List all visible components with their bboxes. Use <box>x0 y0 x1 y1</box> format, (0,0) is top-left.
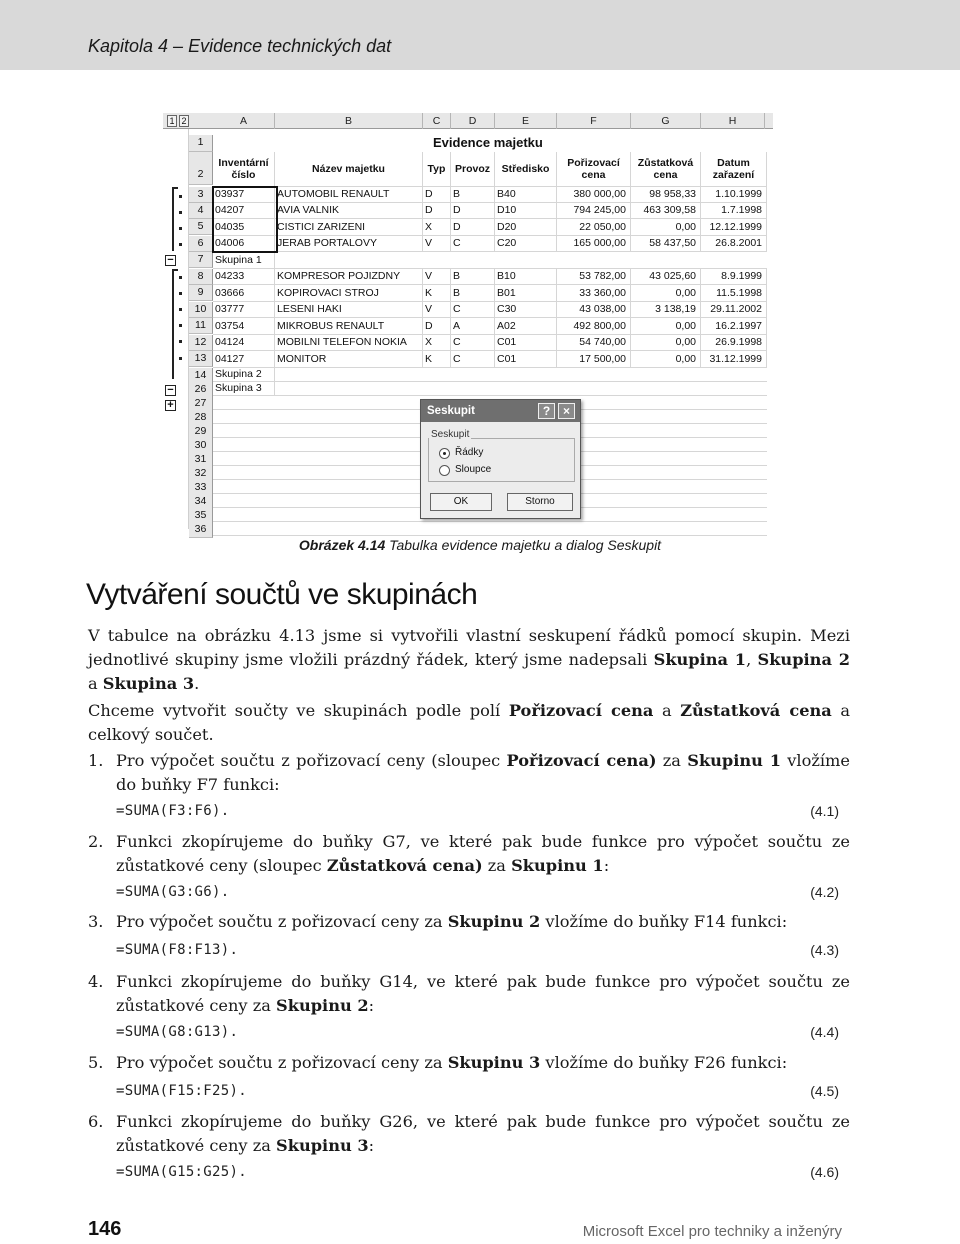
cell-g[interactable]: 58 437,50 <box>631 236 701 252</box>
row-header[interactable]: 12 <box>189 335 213 351</box>
column-header-h[interactable]: H <box>701 113 765 129</box>
cell-e[interactable]: B40 <box>495 187 557 203</box>
cell-h[interactable]: 8.9.1999 <box>701 269 767 285</box>
cell-e[interactable]: C01 <box>495 335 557 351</box>
empty-cell[interactable] <box>213 480 275 494</box>
empty-cell[interactable] <box>631 438 701 452</box>
formula-1: =SUMA(F3:F6). <box>116 803 230 819</box>
page-number: 146 <box>88 1218 122 1240</box>
row-header[interactable]: 29 <box>189 424 213 440</box>
header-date: Datum zařazení <box>701 152 767 187</box>
cell-a[interactable]: 04006 <box>213 236 275 252</box>
step-2 <box>88 830 850 878</box>
row-header[interactable]: 1 <box>189 135 213 152</box>
step-number: 1. <box>88 751 104 770</box>
outline-dot <box>179 308 182 311</box>
cell-h[interactable]: 26.8.2001 <box>701 236 767 252</box>
cell-c[interactable]: D <box>423 187 451 203</box>
outline-dot <box>179 276 182 279</box>
section-title: Vytváření součtů ve skupinách <box>86 578 478 611</box>
header-acquisition-price: Pořizovací cena <box>557 152 631 187</box>
outline-dot <box>179 357 182 360</box>
column-header-d[interactable]: D <box>451 113 495 129</box>
row-header[interactable]: 7 <box>189 252 213 268</box>
empty-cell[interactable] <box>701 438 767 452</box>
formula-6: =SUMA(G15:G25). <box>116 1164 247 1180</box>
empty-cell[interactable] <box>213 424 275 438</box>
column-headers <box>213 113 773 129</box>
cell-d[interactable]: C <box>451 351 495 368</box>
text: : <box>368 996 375 1015</box>
cell-d[interactable]: A <box>451 318 495 335</box>
empty-cell[interactable] <box>701 452 767 466</box>
empty-cell[interactable] <box>275 466 423 480</box>
cell-b[interactable]: KOMPRESOR POJIZDNY <box>275 269 423 285</box>
step-number: 4. <box>88 972 104 991</box>
empty-cell[interactable] <box>213 522 275 536</box>
empty-cell[interactable] <box>275 522 423 536</box>
cell-e[interactable]: C20 <box>495 236 557 252</box>
cell-b[interactable] <box>275 382 423 396</box>
row-header[interactable]: 31 <box>189 452 213 468</box>
cell-f[interactable]: 53 782,00 <box>557 269 631 285</box>
empty-cell[interactable] <box>275 508 423 522</box>
cell-d[interactable]: C <box>451 236 495 252</box>
row-header[interactable]: 11 <box>189 318 213 334</box>
cell-h[interactable]: 12.12.1999 <box>701 219 767 236</box>
collapse-group-2-button[interactable]: − <box>165 385 176 396</box>
outline-level-bar <box>163 113 213 129</box>
cell-g[interactable]: 43 025,60 <box>631 269 701 285</box>
equation-number-1: (4.1) <box>810 803 839 819</box>
row-header[interactable]: 10 <box>189 302 213 318</box>
row-header[interactable]: 27 <box>189 396 213 412</box>
cell-g[interactable] <box>631 368 701 382</box>
cell-g[interactable]: 98 958,33 <box>631 187 701 203</box>
cell-f[interactable]: 165 000,00 <box>557 236 631 252</box>
cell-h[interactable]: 29.11.2002 <box>701 302 767 318</box>
outline-level-1-button[interactable]: 1 <box>167 115 177 127</box>
empty-cell[interactable] <box>213 508 275 522</box>
cell-b[interactable] <box>275 368 423 382</box>
text: a <box>88 674 103 693</box>
intro-paragraph-2 <box>88 699 850 747</box>
equation-number-6: (4.6) <box>810 1164 839 1180</box>
text-bold: Skupinu 1 <box>687 751 781 770</box>
caption-label: Obrázek 4.14 <box>298 537 386 553</box>
column-header-f[interactable]: F <box>557 113 631 129</box>
cell-a[interactable]: Skupina 1 <box>213 252 275 269</box>
header-residual-price: Zůstatková cena <box>631 152 701 187</box>
dialog-group-box <box>428 438 575 482</box>
cell-f[interactable] <box>557 252 631 269</box>
empty-cell[interactable] <box>213 466 275 480</box>
text-bold: Pořizovací cena) <box>506 751 657 770</box>
cell-b[interactable]: MONITOR <box>275 351 423 368</box>
column-header-e[interactable]: E <box>495 113 557 129</box>
cell-f[interactable]: 380 000,00 <box>557 187 631 203</box>
cell-c[interactable]: X <box>423 219 451 236</box>
text: , <box>746 650 758 669</box>
step-5 <box>88 1051 850 1075</box>
row-header[interactable]: 34 <box>189 494 213 510</box>
cell-h[interactable]: 26.9.1998 <box>701 335 767 351</box>
outline-dot <box>179 340 182 343</box>
empty-cell[interactable] <box>631 522 701 536</box>
rows-radio[interactable] <box>439 448 450 459</box>
outline-dot <box>179 227 182 230</box>
cell-b[interactable] <box>275 252 423 269</box>
columns-radio[interactable] <box>439 465 450 476</box>
formula-2: =SUMA(G3:G6). <box>116 884 230 900</box>
text-bold: Zůstatková cena) <box>326 856 483 875</box>
empty-cell[interactable] <box>701 508 767 522</box>
empty-cell[interactable] <box>631 466 701 480</box>
outline-dot <box>179 292 182 295</box>
cell-g[interactable]: 463 309,58 <box>631 203 701 219</box>
row-header[interactable]: 36 <box>189 522 213 538</box>
cell-e[interactable] <box>495 382 557 396</box>
cell-a[interactable]: 04035 <box>213 219 275 236</box>
cell-e[interactable]: C30 <box>495 302 557 318</box>
cell-g[interactable]: 0,00 <box>631 318 701 335</box>
figure-caption <box>0 537 960 553</box>
equation-number-2: (4.2) <box>810 884 839 900</box>
empty-cell[interactable] <box>213 494 275 508</box>
empty-cell[interactable] <box>631 396 701 410</box>
cell-g[interactable] <box>631 382 701 396</box>
cell-f[interactable]: 43 038,00 <box>557 302 631 318</box>
step-number: 3. <box>88 912 104 931</box>
cell-a[interactable]: 04127 <box>213 351 275 368</box>
text: Funkci zkopírujeme do buňky G7, ve které pak bude funkce pro výpočet součtu ze zůstatkové ceny (sloupec <box>116 832 850 875</box>
cell-c[interactable]: V <box>423 236 451 252</box>
text-bold: Skupinu 3 <box>276 1136 369 1155</box>
empty-cell[interactable] <box>557 522 631 536</box>
text: za <box>482 856 512 875</box>
text: Pro výpočet součtu z pořizovací ceny (sloupec <box>116 751 507 770</box>
cell-f[interactable]: 17 500,00 <box>557 351 631 368</box>
empty-cell[interactable] <box>275 480 423 494</box>
row-header[interactable]: 4 <box>189 203 213 219</box>
text: za <box>656 751 688 770</box>
cell-b[interactable]: AUTOMOBIL RENAULT <box>275 187 423 203</box>
step-3 <box>88 910 850 934</box>
cell-b[interactable]: LESENI HAKI <box>275 302 423 318</box>
help-button[interactable]: ? <box>538 403 555 419</box>
cell-h[interactable]: 16.2.1997 <box>701 318 767 335</box>
row-header[interactable]: 5 <box>189 219 213 235</box>
empty-cell[interactable] <box>701 466 767 480</box>
ok-button[interactable]: OK <box>430 493 492 511</box>
cell-g[interactable]: 0,00 <box>631 335 701 351</box>
equation-number-3: (4.3) <box>810 942 839 958</box>
empty-cell[interactable] <box>275 424 423 438</box>
group-dialog <box>420 399 581 519</box>
cell-c[interactable]: V <box>423 302 451 318</box>
cell-a[interactable]: 04124 <box>213 335 275 351</box>
cell-e[interactable] <box>495 368 557 382</box>
text-bold: Zůstatková cena <box>680 701 832 720</box>
cell-a[interactable]: 03666 <box>213 285 275 302</box>
cell-b[interactable]: MOBILNI TELEFON NOKIA <box>275 335 423 351</box>
cell-a[interactable]: 03754 <box>213 318 275 335</box>
cell-d[interactable]: C <box>451 302 495 318</box>
cell-g[interactable] <box>631 252 701 269</box>
empty-cell[interactable] <box>631 480 701 494</box>
text-bold: Skupinu 2 <box>447 912 541 931</box>
cell-g[interactable]: 3 138,19 <box>631 302 701 318</box>
cell-b[interactable]: KOPIROVACI STROJ <box>275 285 423 302</box>
cell-g[interactable]: 0,00 <box>631 219 701 236</box>
book-title: Microsoft Excel pro techniky a inženýry <box>582 1223 842 1240</box>
header-operation: Provoz <box>451 152 495 187</box>
outline-dot <box>179 195 182 198</box>
cell-d[interactable]: D <box>451 203 495 219</box>
dialog-group-label: Seskupit <box>431 429 470 440</box>
text: V tabulce na obrázku 4.13 jsme si vytvořili vlastní seskupení řádků pomocí skupin. Mezi jednotlivé skupiny jsme vložili prázdný řádek, který jsme nadepsali <box>88 626 850 669</box>
outline-dot <box>179 324 182 327</box>
cell-c[interactable]: X <box>423 335 451 351</box>
text-bold: Skupinu 2 <box>276 996 369 1015</box>
row-header[interactable]: 33 <box>189 480 213 496</box>
text: Pro výpočet součtu z pořizovací ceny za <box>116 1053 448 1072</box>
cell-h[interactable]: 11.5.1998 <box>701 285 767 302</box>
text-bold: Skupinu 1 <box>511 856 604 875</box>
cell-d[interactable] <box>451 382 495 396</box>
empty-cell[interactable] <box>701 410 767 424</box>
chapter-title: Kapitola 4 – Evidence technických dat <box>88 36 392 56</box>
caption-text: Tabulka evidence majetku a dialog Seskupit <box>385 537 662 553</box>
empty-cell[interactable] <box>701 522 767 536</box>
outline-level-2-button[interactable]: 2 <box>179 115 189 127</box>
text: Pro výpočet součtu z pořizovací ceny za <box>116 912 448 931</box>
empty-cell[interactable] <box>451 522 495 536</box>
step-4 <box>88 970 850 1018</box>
empty-cell[interactable] <box>495 522 557 536</box>
cell-e[interactable]: A02 <box>495 318 557 335</box>
cell-f[interactable]: 492 800,00 <box>557 318 631 335</box>
header-inventory: Inventární číslo <box>213 152 275 187</box>
text: Chceme vytvořit součty ve skupinách podle polí <box>88 701 509 720</box>
cell-e[interactable]: C01 <box>495 351 557 368</box>
outline-dot <box>179 243 182 246</box>
row-header[interactable]: 35 <box>189 508 213 524</box>
row-header[interactable]: 2 <box>189 152 213 185</box>
cell-c[interactable]: V <box>423 269 451 285</box>
cell-h[interactable]: 1.10.1999 <box>701 187 767 203</box>
cell-a[interactable]: 04207 <box>213 203 275 219</box>
cell-b[interactable]: JERAB PORTALOVY <box>275 236 423 252</box>
cell-c[interactable] <box>423 382 451 396</box>
text-bold: Pořizovací cena <box>508 701 654 720</box>
header-type: Typ <box>423 152 451 187</box>
equation-number-5: (4.5) <box>810 1083 839 1099</box>
column-header-g[interactable]: G <box>631 113 701 129</box>
cell-b[interactable]: AVIA VALNIK <box>275 203 423 219</box>
excel-screenshot <box>163 113 767 535</box>
row-header[interactable]: 14 <box>189 368 213 384</box>
intro-paragraph-1 <box>88 624 850 696</box>
text: vložíme do buňky F14 funkci: <box>540 912 788 931</box>
empty-cell[interactable] <box>631 424 701 438</box>
row-header[interactable]: 6 <box>189 236 213 252</box>
formula-4: =SUMA(G8:G13). <box>116 1024 239 1040</box>
empty-cell[interactable] <box>631 508 701 522</box>
empty-cell[interactable] <box>213 396 275 410</box>
header-name: Název majetku <box>275 152 423 187</box>
text-bold: Skupina 2 <box>757 650 850 669</box>
cell-f[interactable] <box>557 382 631 396</box>
cell-a[interactable]: 03937 <box>213 187 275 203</box>
cell-h[interactable]: 31.12.1999 <box>701 351 767 368</box>
cell-a[interactable]: Skupina 2 <box>213 368 275 382</box>
text: : <box>603 856 610 875</box>
formula-3: =SUMA(F8:F13). <box>116 942 239 958</box>
text: Funkci zkopírujeme do buňky G26, ve které pak bude funkce pro výpočet součtu ze zůstatkové ceny za <box>116 1112 850 1155</box>
empty-cell[interactable] <box>701 480 767 494</box>
cell-e[interactable]: B10 <box>495 269 557 285</box>
sheet-title: Evidence majetku <box>433 135 543 150</box>
running-header <box>0 0 960 70</box>
empty-cell[interactable] <box>213 452 275 466</box>
text-bold: Skupinu 3 <box>447 1053 541 1072</box>
row-header[interactable]: 8 <box>189 269 213 285</box>
row-header[interactable]: 28 <box>189 410 213 426</box>
empty-cell[interactable] <box>275 494 423 508</box>
row-header[interactable]: 26 <box>189 382 213 398</box>
empty-cell[interactable] <box>275 452 423 466</box>
cell-e[interactable] <box>495 252 557 269</box>
cell-a[interactable]: 04233 <box>213 269 275 285</box>
text: a <box>653 701 681 720</box>
rows-radio-label[interactable]: Řádky <box>455 447 484 458</box>
outline-dot <box>179 211 182 214</box>
row-header[interactable]: 32 <box>189 466 213 482</box>
cell-c[interactable]: K <box>423 285 451 302</box>
cell-d[interactable]: C <box>451 335 495 351</box>
cell-c[interactable] <box>423 368 451 382</box>
group-bracket-2 <box>172 269 178 379</box>
cell-d[interactable] <box>451 368 495 382</box>
column-header-b[interactable]: B <box>275 113 423 129</box>
step-number: 6. <box>88 1112 104 1131</box>
cell-c[interactable]: K <box>423 351 451 368</box>
cancel-button[interactable]: Storno <box>507 493 573 511</box>
empty-cell[interactable] <box>701 494 767 508</box>
step-6 <box>88 1110 850 1158</box>
row-header[interactable]: 30 <box>189 438 213 454</box>
formula-5: =SUMA(F15:F25). <box>116 1083 247 1099</box>
step-1 <box>88 749 850 797</box>
cell-f[interactable]: 794 245,00 <box>557 203 631 219</box>
cell-a[interactable]: Skupina 3 <box>213 382 275 396</box>
cell-g[interactable]: 0,00 <box>631 351 701 368</box>
dialog-title: Seskupit <box>421 400 580 422</box>
text: . <box>194 674 200 693</box>
cell-d[interactable]: D <box>451 219 495 236</box>
empty-cell[interactable] <box>213 438 275 452</box>
text-bold: Skupina 3 <box>102 674 195 693</box>
empty-cell[interactable] <box>423 522 451 536</box>
cell-f[interactable] <box>557 368 631 382</box>
cell-h[interactable] <box>701 252 767 269</box>
close-icon[interactable]: × <box>558 403 575 419</box>
cell-c[interactable] <box>423 252 451 269</box>
expand-group-3-button[interactable]: + <box>165 400 176 411</box>
cell-h[interactable] <box>701 382 767 396</box>
row-header[interactable]: 3 <box>189 187 213 203</box>
outline-gutter <box>163 129 189 529</box>
cell-h[interactable] <box>701 368 767 382</box>
column-header-a[interactable]: A <box>213 113 275 129</box>
cell-c[interactable]: D <box>423 203 451 219</box>
cell-g[interactable]: 0,00 <box>631 285 701 302</box>
empty-cell[interactable] <box>213 410 275 424</box>
cell-d[interactable]: B <box>451 187 495 203</box>
cell-d[interactable]: B <box>451 269 495 285</box>
row-header[interactable]: 13 <box>189 351 213 367</box>
columns-radio-label[interactable]: Sloupce <box>455 464 492 475</box>
empty-cell[interactable] <box>631 452 701 466</box>
equation-number-4: (4.4) <box>810 1024 839 1040</box>
empty-cell[interactable] <box>701 424 767 438</box>
cell-d[interactable]: B <box>451 285 495 302</box>
header-center: Středisko <box>495 152 557 187</box>
column-header-c[interactable]: C <box>423 113 451 129</box>
cell-f[interactable]: 33 360,00 <box>557 285 631 302</box>
row-header[interactable]: 9 <box>189 285 213 301</box>
empty-cell[interactable] <box>631 494 701 508</box>
text: vložíme do buňky F7 funkci: <box>116 751 850 794</box>
cell-a[interactable]: 03777 <box>213 302 275 318</box>
text: a celkový součet. <box>88 701 850 744</box>
empty-cell[interactable] <box>701 396 767 410</box>
text: vložíme do buňky F26 funkci: <box>540 1053 788 1072</box>
cell-f[interactable]: 54 740,00 <box>557 335 631 351</box>
group-bracket-1 <box>172 187 178 251</box>
cell-c[interactable]: D <box>423 318 451 335</box>
step-number: 5. <box>88 1053 104 1072</box>
cell-b[interactable]: MIKROBUS RENAULT <box>275 318 423 335</box>
empty-cell[interactable] <box>275 396 423 410</box>
cell-e[interactable]: D20 <box>495 219 557 236</box>
cell-f[interactable]: 22 050,00 <box>557 219 631 236</box>
empty-cell[interactable] <box>275 438 423 452</box>
text: Funkci zkopírujeme do buňky G14, ve které pak bude funkce pro výpočet součtu ze zůstatkové ceny za <box>116 972 850 1015</box>
cell-b[interactable]: CISTICI ZARIZENI <box>275 219 423 236</box>
step-number: 2. <box>88 832 104 851</box>
cell-e[interactable]: D10 <box>495 203 557 219</box>
cell-e[interactable]: B01 <box>495 285 557 302</box>
collapse-group-1-button[interactable]: − <box>165 255 176 266</box>
cell-d[interactable] <box>451 252 495 269</box>
text-bold: Skupina 1 <box>653 650 747 669</box>
cell-h[interactable]: 1.7.1998 <box>701 203 767 219</box>
empty-cell[interactable] <box>275 410 423 424</box>
text: : <box>368 1136 375 1155</box>
empty-cell[interactable] <box>631 410 701 424</box>
